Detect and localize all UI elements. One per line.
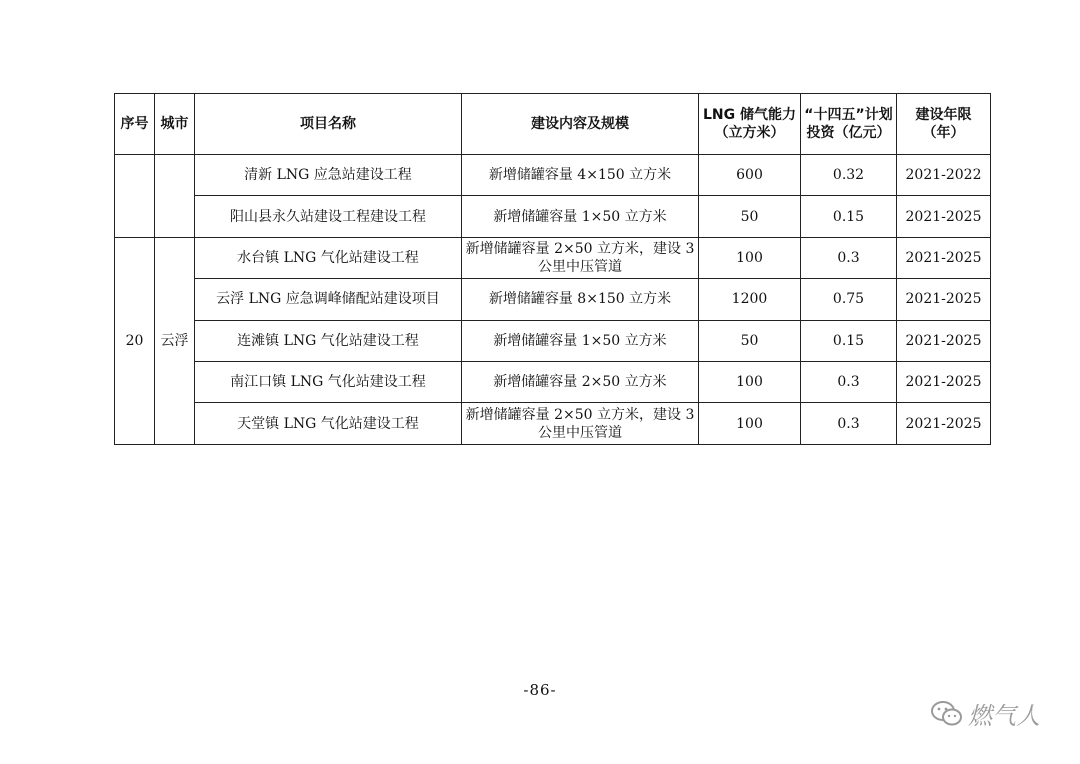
content-cell: 新增储罐容量 8×150 立方米 <box>462 279 699 320</box>
table-row <box>115 155 991 196</box>
header-name: 项目名称 <box>195 94 462 155</box>
name-cell: 云浮 LNG 应急调峰储配站建设项目 <box>195 279 462 320</box>
period-cell: 2021-2025 <box>897 403 991 444</box>
period-cell: 2021-2025 <box>897 196 991 237</box>
period-cell: 2021-2025 <box>897 361 991 402</box>
header-capacity: LNG 储气能力（立方米） <box>699 94 801 155</box>
seq-cell-empty <box>115 155 155 238</box>
name-cell: 天堂镇 LNG 气化站建设工程 <box>195 403 462 444</box>
capacity-cell: 600 <box>699 155 801 196</box>
header-investment: “十四五”计划投资（亿元） <box>801 94 897 155</box>
investment-cell: 0.3 <box>801 403 897 444</box>
investment-cell: 0.75 <box>801 279 897 320</box>
table-row <box>115 403 991 444</box>
capacity-cell: 100 <box>699 237 801 278</box>
name-cell: 南江口镇 LNG 气化站建设工程 <box>195 361 462 402</box>
table-header-row <box>115 94 991 155</box>
period-cell: 2021-2025 <box>897 237 991 278</box>
page-number: -86- <box>523 681 557 699</box>
content-cell: 新增储罐容量 2×50 立方米，建设 3 公里中压管道 <box>462 237 699 278</box>
content-cell: 新增储罐容量 2×50 立方米 <box>462 361 699 402</box>
name-cell: 水台镇 LNG 气化站建设工程 <box>195 237 462 278</box>
content-cell: 新增储罐容量 1×50 立方米 <box>462 196 699 237</box>
table-row <box>115 361 991 402</box>
city-cell: 云浮 <box>155 237 195 444</box>
project-table <box>114 93 991 445</box>
investment-cell: 0.3 <box>801 237 897 278</box>
investment-cell: 0.3 <box>801 361 897 402</box>
capacity-cell: 1200 <box>699 279 801 320</box>
seq-cell: 20 <box>115 237 155 444</box>
investment-cell: 0.32 <box>801 155 897 196</box>
city-cell-empty <box>155 155 195 238</box>
name-cell: 清新 LNG 应急站建设工程 <box>195 155 462 196</box>
name-cell: 连滩镇 LNG 气化站建设工程 <box>195 320 462 361</box>
header-seq: 序号 <box>115 94 155 155</box>
capacity-cell: 50 <box>699 320 801 361</box>
content-cell: 新增储罐容量 2×50 立方米，建设 3 公里中压管道 <box>462 403 699 444</box>
period-cell: 2021-2022 <box>897 155 991 196</box>
wechat-icon <box>930 699 964 729</box>
header-period: 建设年限（年） <box>897 94 991 155</box>
watermark-text: 燃气人 <box>968 702 1040 730</box>
content-cell: 新增储罐容量 4×150 立方米 <box>462 155 699 196</box>
table-row <box>115 279 991 320</box>
table-row <box>115 237 991 278</box>
period-cell: 2021-2025 <box>897 279 991 320</box>
content-cell: 新增储罐容量 1×50 立方米 <box>462 320 699 361</box>
name-cell: 阳山县永久站建设工程建设工程 <box>195 196 462 237</box>
capacity-cell: 100 <box>699 403 801 444</box>
period-cell: 2021-2025 <box>897 320 991 361</box>
investment-cell: 0.15 <box>801 196 897 237</box>
table-row <box>115 320 991 361</box>
header-content: 建设内容及规模 <box>462 94 699 155</box>
investment-cell: 0.15 <box>801 320 897 361</box>
table-row <box>115 196 991 237</box>
watermark <box>930 696 1040 731</box>
capacity-cell: 100 <box>699 361 801 402</box>
capacity-cell: 50 <box>699 196 801 237</box>
header-city: 城市 <box>155 94 195 155</box>
